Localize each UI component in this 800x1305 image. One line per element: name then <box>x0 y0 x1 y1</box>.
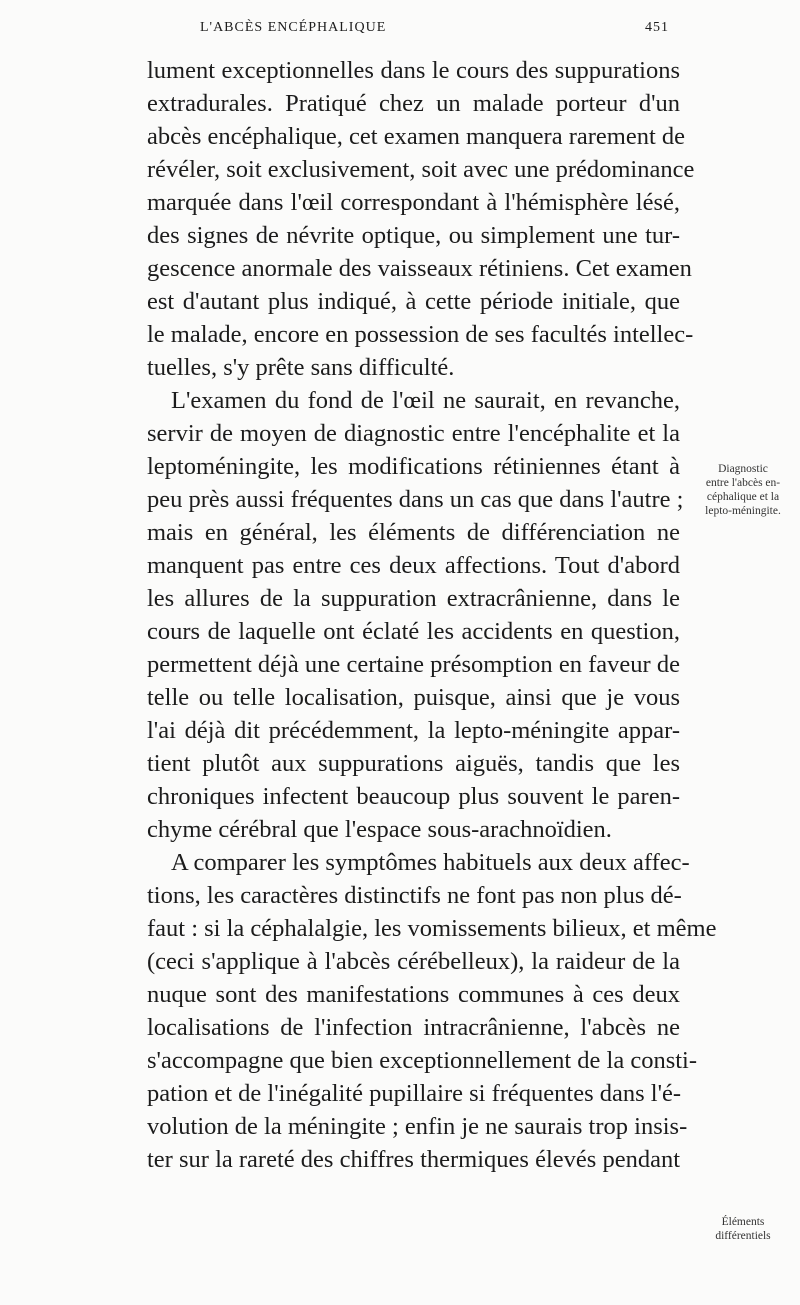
text-line: localisations de l'infection intracrânienne, l'abcès ne <box>147 1014 680 1041</box>
page-number: 451 <box>645 20 669 35</box>
text-line: permettent déjà une certaine présomption en faveur de <box>147 651 680 678</box>
text-line: chyme cérébral que l'espace sous-arachnoïdien. <box>147 816 612 843</box>
text-line: tions, les caractères distinctifs ne font pas non plus dé- <box>147 882 682 909</box>
text-line: telle ou telle localisation, puisque, ainsi que je vous <box>147 684 680 711</box>
text-line: servir de moyen de diagnostic entre l'encéphalite et la <box>147 420 680 447</box>
paragraph <box>147 384 684 846</box>
margin-note-line: entre l'abcès en- <box>705 477 781 489</box>
body-text <box>147 54 717 1176</box>
margin-note-line: Diagnostic <box>718 463 768 475</box>
text-line: des signes de névrite optique, ou simplement une tur- <box>147 222 680 249</box>
text-line: L'examen du fond de l'œil ne saurait, en revanche, <box>171 387 680 414</box>
text-line: manquent pas entre ces deux affections. Tout d'abord <box>147 552 680 579</box>
text-line: gescence anormale des vaisseaux rétiniens. Cet examen <box>147 255 692 282</box>
margin-note-elements <box>693 1215 793 1243</box>
text-line: nuque sont des manifestations communes à ces deux <box>147 981 680 1008</box>
text-line: le malade, encore en possession de ses facultés intellec- <box>147 321 694 348</box>
margin-note-line: céphalique et la <box>706 491 780 503</box>
text-line: lument exceptionnelles dans le cours des suppurations <box>147 57 680 84</box>
paragraph <box>147 54 695 384</box>
margin-note-diagnostic <box>693 462 793 518</box>
text-line: tuelles, s'y prête sans difficulté. <box>147 354 455 381</box>
text-line: révéler, soit exclusivement, soit avec une prédominance <box>147 156 695 183</box>
text-line: les allures de la suppuration extracrânienne, dans le <box>147 585 680 612</box>
text-line: extradurales. Pratiqué chez un malade porteur d'un <box>147 90 680 117</box>
text-line: peu près aussi fréquentes dans un cas que dans l'autre ; <box>147 486 684 513</box>
margin-note-line: différentiels <box>715 1230 771 1242</box>
paragraph <box>147 846 717 1176</box>
margin-note-line: Éléments <box>721 1216 765 1228</box>
text-line: est d'autant plus indiqué, à cette période initiale, que <box>147 288 680 315</box>
text-line: l'ai déjà dit précédemment, la lepto-méningite appar- <box>147 717 680 744</box>
text-line: (ceci s'applique à l'abcès cérébelleux), la raideur de la <box>147 948 680 975</box>
margin-note-line: lepto-méningite. <box>705 505 781 517</box>
text-line: faut : si la céphalalgie, les vomissements bilieux, et même <box>147 915 717 942</box>
text-line: marquée dans l'œil correspondant à l'hémisphère lésé, <box>147 189 680 216</box>
text-line: abcès encéphalique, cet examen manquera rarement de <box>147 123 686 150</box>
text-line: cours de laquelle ont éclaté les accidents en question, <box>147 618 680 645</box>
text-line: mais en général, les éléments de différenciation ne <box>147 519 680 546</box>
running-title: L'ABCÈS ENCÉPHALIQUE <box>200 20 387 35</box>
text-line: leptoméningite, les modifications rétiniennes étant à <box>147 453 680 480</box>
text-line: ter sur la rareté des chiffres thermiques élevés pendant <box>147 1146 680 1173</box>
text-line: chroniques infectent beaucoup plus souvent le paren- <box>147 783 680 810</box>
text-line: A comparer les symptômes habituels aux deux affec- <box>171 849 690 876</box>
text-line: tient plutôt aux suppurations aiguës, tandis que les <box>147 750 680 777</box>
text-line: pation et de l'inégalité pupillaire si fréquentes dans l'é- <box>147 1080 682 1107</box>
text-line: s'accompagne que bien exceptionnellement de la consti- <box>147 1047 698 1074</box>
text-line: volution de la méningite ; enfin je ne saurais trop insis- <box>147 1113 688 1140</box>
